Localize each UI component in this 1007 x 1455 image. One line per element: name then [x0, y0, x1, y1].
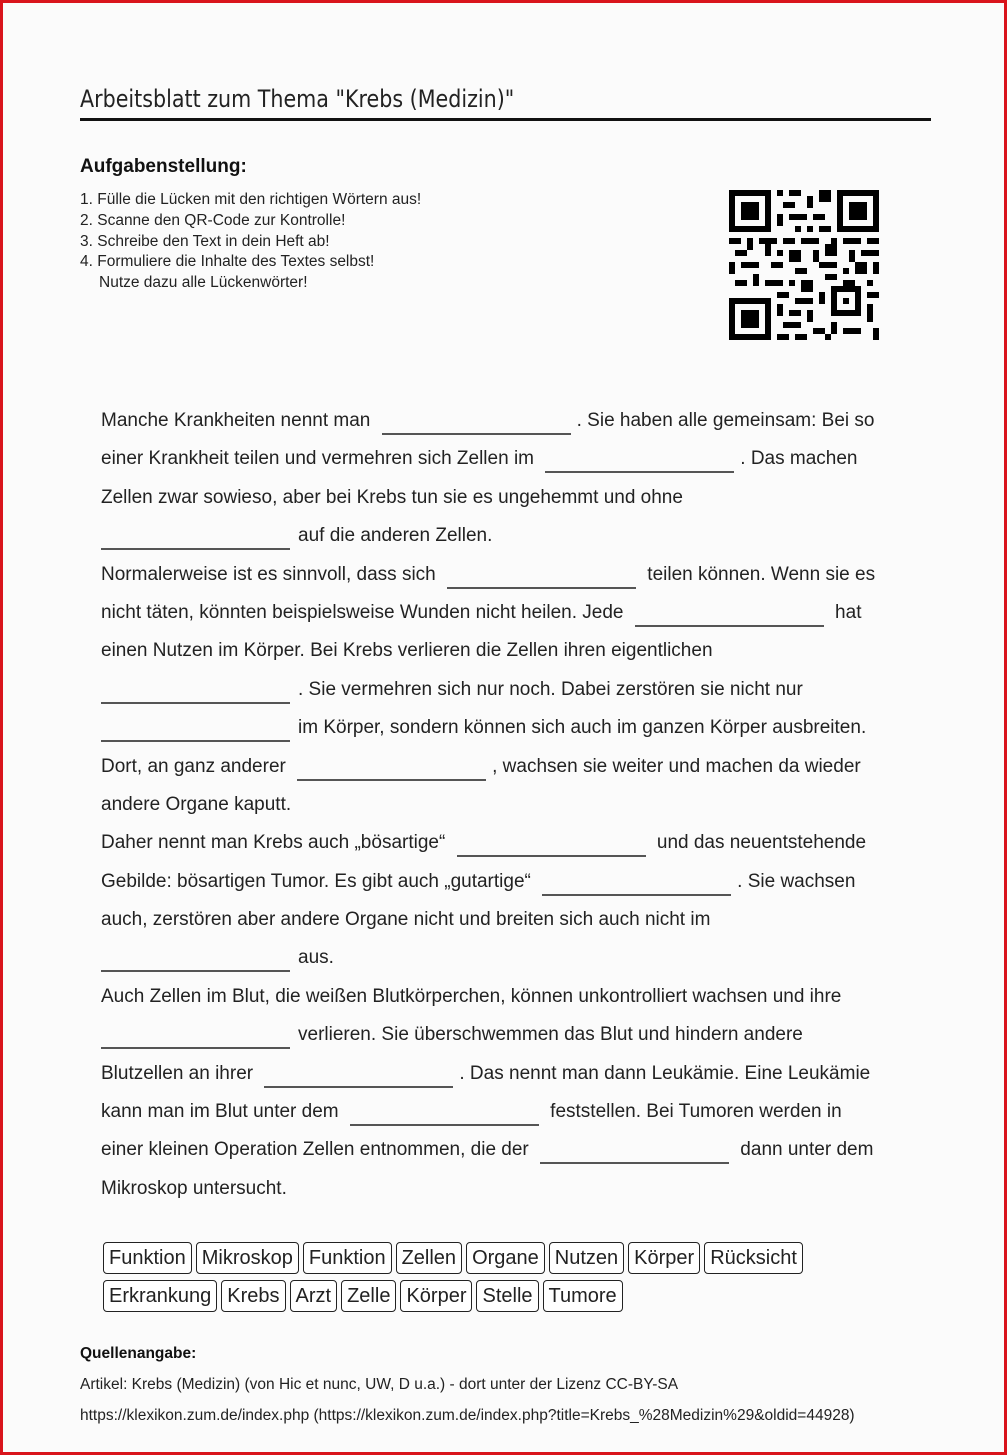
title-underline — [80, 118, 931, 121]
cloze-text-segment: und das neuentstehende — [651, 832, 867, 854]
word-chip[interactable]: Stelle — [476, 1280, 538, 1312]
cloze-line — [101, 1016, 911, 1054]
task-item: 2. Scanne den QR-Code zur Kontrolle! — [80, 211, 346, 229]
cloze-line — [101, 594, 911, 632]
cloze-line — [101, 901, 911, 939]
task-item: 1. Fülle die Lücken mit den richtigen Wörtern aus! — [80, 191, 422, 208]
task-list — [80, 190, 421, 294]
cloze-text-segment: Normalerweise ist es sinnvoll, dass sich — [101, 563, 442, 585]
cloze-text-segment: Auch Zellen im Blut, die weißen Blutkörperchen, können unkontrolliert wachsen und ihre — [101, 985, 842, 1007]
word-chip[interactable]: Tumore — [543, 1280, 623, 1312]
blank-field[interactable] — [457, 854, 646, 857]
word-bank — [103, 1242, 863, 1318]
source-url[interactable]: https://klexikon.zum.de/index.php (https://klexikon.zum.de/index.php?title=Krebs_%28Medizin%29&oldid=44928) — [80, 1407, 855, 1424]
blank-field[interactable] — [447, 586, 636, 589]
cloze-text-segment: teilen können. Wenn sie es — [642, 563, 876, 585]
cloze-text-segment: Manche Krankheiten nennt man — [101, 410, 376, 431]
word-chip[interactable]: Arzt — [290, 1280, 338, 1312]
word-chip[interactable]: Zelle — [341, 1280, 396, 1312]
cloze-line — [101, 671, 911, 709]
cloze-text-segment: aus. — [298, 947, 334, 969]
word-bank-row — [103, 1280, 863, 1312]
cloze-text-segment: Dort, an ganz anderer — [101, 755, 292, 777]
blank-field[interactable] — [542, 893, 731, 896]
cloze-line — [101, 1093, 911, 1131]
cloze-text-segment: Gebilde: bösartigen Tumor. Es gibt auch „gutartige“ — [101, 870, 537, 892]
word-chip[interactable]: Körper — [400, 1280, 472, 1312]
cloze-text-segment: . Das machen — [740, 448, 858, 470]
cloze-line — [101, 709, 911, 747]
cloze-text — [101, 402, 911, 1208]
cloze-text-segment: Zellen zwar sowieso, aber bei Krebs tun sie es ungehemmt und ohne — [101, 486, 683, 508]
cloze-line — [101, 786, 911, 824]
cloze-text-segment: einen Nutzen im Körper. Bei Krebs verlieren die Zellen ihren eigentlichen — [101, 640, 713, 662]
cloze-text-segment: feststellen. Bei Tumoren werden in — [544, 1101, 842, 1123]
cloze-line — [101, 1131, 911, 1169]
word-chip[interactable]: Funktion — [303, 1242, 392, 1274]
cloze-line — [101, 402, 911, 440]
page-title: Arbeitsblatt zum Thema "Krebs (Medizin)" — [80, 85, 515, 113]
cloze-text-segment: dann unter dem — [735, 1139, 874, 1161]
cloze-text-segment: auch, zerstören aber andere Organe nicht und breiten sich auch nicht im — [101, 909, 711, 931]
cloze-text-segment: auf die anderen Zellen. — [298, 525, 493, 547]
blank-field[interactable] — [264, 1085, 453, 1088]
cloze-line — [101, 824, 911, 862]
cloze-text-segment: einer kleinen Operation Zellen entnommen, die der — [101, 1139, 535, 1161]
cloze-text-segment: . Das nennt man dann Leukämie. Eine Leukämie — [459, 1062, 871, 1084]
source-heading: Quellenangabe: — [80, 1345, 197, 1362]
cloze-text-segment: Daher nennt man Krebs auch „bösartige“ — [101, 832, 451, 854]
blank-field[interactable] — [101, 739, 290, 742]
cloze-text-segment: , wachsen sie weiter und machen da wieder — [492, 755, 861, 777]
cloze-line — [101, 632, 911, 670]
word-chip[interactable]: Rücksicht — [704, 1242, 803, 1274]
cloze-text-segment: im Körper, sondern können sich auch im ganzen Körper ausbreiten. — [298, 717, 867, 739]
cloze-line — [101, 978, 911, 1016]
task-item: 4. Formuliere die Inhalte des Textes selbst! — [80, 253, 375, 271]
blank-field[interactable] — [540, 1161, 729, 1164]
cloze-text-segment: einer Krankheit teilen und vermehren sich Zellen im — [101, 448, 540, 470]
cloze-text-segment: . Sie wachsen — [737, 870, 856, 892]
cloze-line — [101, 479, 911, 517]
word-chip[interactable]: Funktion — [103, 1242, 192, 1274]
word-chip[interactable]: Körper — [628, 1242, 700, 1274]
word-chip[interactable]: Krebs — [221, 1280, 285, 1312]
cloze-text-segment: nicht täten, könnten beispielsweise Wunden nicht heilen. Jede — [101, 601, 629, 623]
blank-field[interactable] — [101, 969, 290, 972]
blank-field[interactable] — [297, 778, 486, 781]
cloze-text-segment: andere Organe kaputt. — [101, 793, 292, 815]
blank-field[interactable] — [101, 547, 290, 550]
blank-field[interactable] — [635, 624, 824, 627]
cloze-line — [101, 517, 911, 555]
word-chip[interactable]: Nutzen — [549, 1242, 624, 1274]
word-chip[interactable]: Erkrankung — [103, 1280, 217, 1312]
cloze-line — [101, 939, 911, 977]
task-item-continuation: Nutze dazu alle Lückenwörter! — [99, 274, 308, 292]
word-bank-row — [103, 1242, 863, 1274]
blank-field[interactable] — [382, 432, 571, 435]
task-item: 3. Schreibe den Text in dein Heft ab! — [80, 232, 330, 250]
blank-field[interactable] — [101, 1046, 290, 1049]
cloze-line — [101, 440, 911, 478]
cloze-line — [101, 748, 911, 786]
cloze-line — [101, 1170, 911, 1208]
cloze-text-segment: verlieren. Sie überschwemmen das Blut und hindern andere — [298, 1024, 803, 1046]
cloze-text-segment: . Sie haben alle gemeinsam: Bei so — [576, 410, 875, 431]
cloze-text-segment: Mikroskop untersucht. — [101, 1177, 287, 1199]
task-heading: Aufgabenstellung: — [80, 156, 247, 177]
source-article: Artikel: Krebs (Medizin) (von Hic et nunc, UW, D u.a.) - dort unter der Lizenz CC-BY-SA — [80, 1376, 679, 1393]
word-chip[interactable]: Zellen — [396, 1242, 462, 1274]
cloze-line — [101, 863, 911, 901]
blank-field[interactable] — [350, 1123, 539, 1126]
cloze-line — [101, 556, 911, 594]
cloze-text-segment: Blutzellen an ihrer — [101, 1062, 259, 1084]
blank-field[interactable] — [545, 470, 734, 473]
qr-code-icon[interactable] — [729, 190, 879, 340]
word-chip[interactable]: Organe — [466, 1242, 545, 1274]
cloze-text-segment: kann man im Blut unter dem — [101, 1101, 344, 1123]
cloze-text-segment: . Sie vermehren sich nur noch. Dabei zerstören sie nicht nur — [298, 678, 803, 700]
blank-field[interactable] — [101, 701, 290, 704]
word-chip[interactable]: Mikroskop — [196, 1242, 299, 1274]
cloze-line — [101, 1055, 911, 1093]
cloze-text-segment: hat — [829, 601, 862, 623]
